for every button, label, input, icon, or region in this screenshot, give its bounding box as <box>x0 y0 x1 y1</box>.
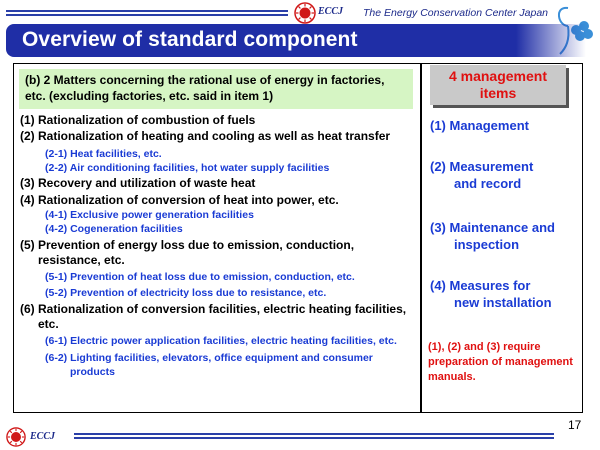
list-item: (4) Rationalization of conversion of heat into power, etc. <box>20 193 339 207</box>
page-title: Overview of standard component <box>22 28 358 51</box>
footer-stripe <box>74 433 554 439</box>
management-item-line2: and record <box>454 176 522 191</box>
header-brand: ECCJ <box>318 6 344 17</box>
management-item <box>430 117 529 134</box>
sub-item: (5-2) Prevention of electricity loss due to resistance, etc. <box>45 287 327 299</box>
management-item-line1: (4) Measures for <box>430 278 531 293</box>
header-stripe <box>6 10 288 16</box>
management-item-line1: (1) Management <box>430 118 529 133</box>
page-number: 17 <box>568 418 582 432</box>
list-item: (1) Rationalization of combustion of fuels <box>20 113 256 127</box>
component-list <box>20 113 418 379</box>
title-bar <box>6 24 516 57</box>
list-item: (3) Recovery and utilization of waste heat <box>20 176 256 190</box>
section-heading: (b) 2 Matters concerning the rational use of energy in factories, etc. (excluding factories, etc. said in item 1) <box>19 69 413 109</box>
management-item-line2: new installation <box>454 295 552 310</box>
management-item-line1: (2) Measurement <box>430 159 534 174</box>
eccj-sun-logo-icon <box>294 2 316 24</box>
header-organization: The Energy Conservation Center Japan <box>363 7 549 19</box>
sub-item: (6-2) Lighting facilities, elevators, office equipment and consumer products <box>45 352 373 378</box>
sub-item: (6-1) Electric power application facilities, electric heating facilities, etc. <box>45 335 397 347</box>
management-item-line1: (3) Maintenance and <box>430 220 555 235</box>
management-heading <box>430 65 566 105</box>
list-item: (5) Prevention of energy loss due to emission, conduction, resistance, etc. <box>20 238 355 267</box>
column-divider <box>420 63 422 413</box>
eccj-sun-logo-icon <box>6 427 26 447</box>
management-item <box>430 277 552 311</box>
list-item: (6) Rationalization of conversion facilities, electric heating facilities, etc. <box>20 302 407 331</box>
management-note: (1), (2) and (3) require preparation of management manuals. <box>428 341 573 383</box>
sub-item: (4-2) Cogeneration facilities <box>45 223 183 235</box>
sub-item: (5-1) Prevention of heat loss due to emission, conduction, etc. <box>45 271 355 283</box>
management-item <box>430 219 555 253</box>
sub-item: (2-1) Heat facilities, etc. <box>45 148 162 160</box>
management-heading-line2: items <box>479 85 517 101</box>
footer-brand: ECCJ <box>30 431 56 442</box>
list-item: (2) Rationalization of heating and cooling as well as heat transfer <box>20 129 391 143</box>
sub-item: (2-2) Air conditioning facilities, hot water supply facilities <box>45 162 330 174</box>
management-item <box>430 158 533 192</box>
management-heading-line1: 4 management <box>448 68 548 84</box>
sub-item: (4-1) Exclusive power generation facilities <box>45 209 254 221</box>
management-item-line2: inspection <box>454 237 520 252</box>
